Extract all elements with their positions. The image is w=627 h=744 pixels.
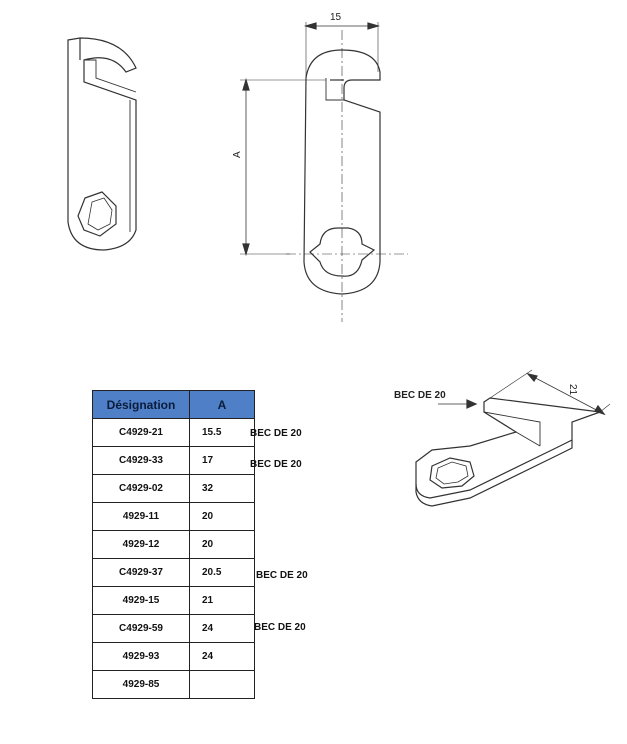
header-a: A — [190, 391, 255, 419]
cell-a: 17 — [190, 447, 255, 475]
table-row — [93, 531, 255, 559]
cell-a: 20 — [190, 503, 255, 531]
cam-front-view — [240, 22, 408, 322]
table-row — [93, 559, 255, 587]
table-row — [93, 643, 255, 671]
row-note: BEC DE 20 — [256, 570, 308, 581]
cell-a: 20 — [190, 531, 255, 559]
table-row — [93, 615, 255, 643]
table-row — [93, 503, 255, 531]
row-note: BEC DE 20 — [250, 459, 302, 470]
cell-designation: C4929-02 — [93, 475, 190, 503]
cell-a: 21 — [190, 587, 255, 615]
cell-designation: C4929-33 — [93, 447, 190, 475]
cell-designation: 4929-15 — [93, 587, 190, 615]
cell-designation: 4929-93 — [93, 643, 190, 671]
cell-a: 15.5 — [190, 419, 255, 447]
cell-a: 20.5 — [190, 559, 255, 587]
cell-designation: C4929-21 — [93, 419, 190, 447]
header-designation: Désignation — [93, 391, 190, 419]
table-row — [93, 447, 255, 475]
cell-designation: 4929-11 — [93, 503, 190, 531]
table-row — [93, 671, 255, 699]
row-note: BEC DE 20 — [254, 622, 306, 633]
cell-designation: 4929-85 — [93, 671, 190, 699]
table-row — [93, 587, 255, 615]
row-note: BEC DE 20 — [250, 428, 302, 439]
specification-table — [92, 390, 255, 699]
cell-a: 24 — [190, 615, 255, 643]
table-header-row — [93, 391, 255, 419]
table-row — [93, 475, 255, 503]
cell-designation: C4929-37 — [93, 559, 190, 587]
cell-a — [190, 671, 255, 699]
cell-a: 32 — [190, 475, 255, 503]
table-row — [93, 419, 255, 447]
dimension-width-label: 15 — [330, 12, 342, 23]
dimension-height-label: A — [232, 151, 243, 158]
cell-a: 24 — [190, 643, 255, 671]
cell-designation: 4929-12 — [93, 531, 190, 559]
dimension-iso-label: 21 — [567, 384, 578, 396]
iso-callout-label: BEC DE 20 — [394, 390, 446, 401]
cam-perspective-view-left — [68, 38, 136, 250]
cell-designation: C4929-59 — [93, 615, 190, 643]
